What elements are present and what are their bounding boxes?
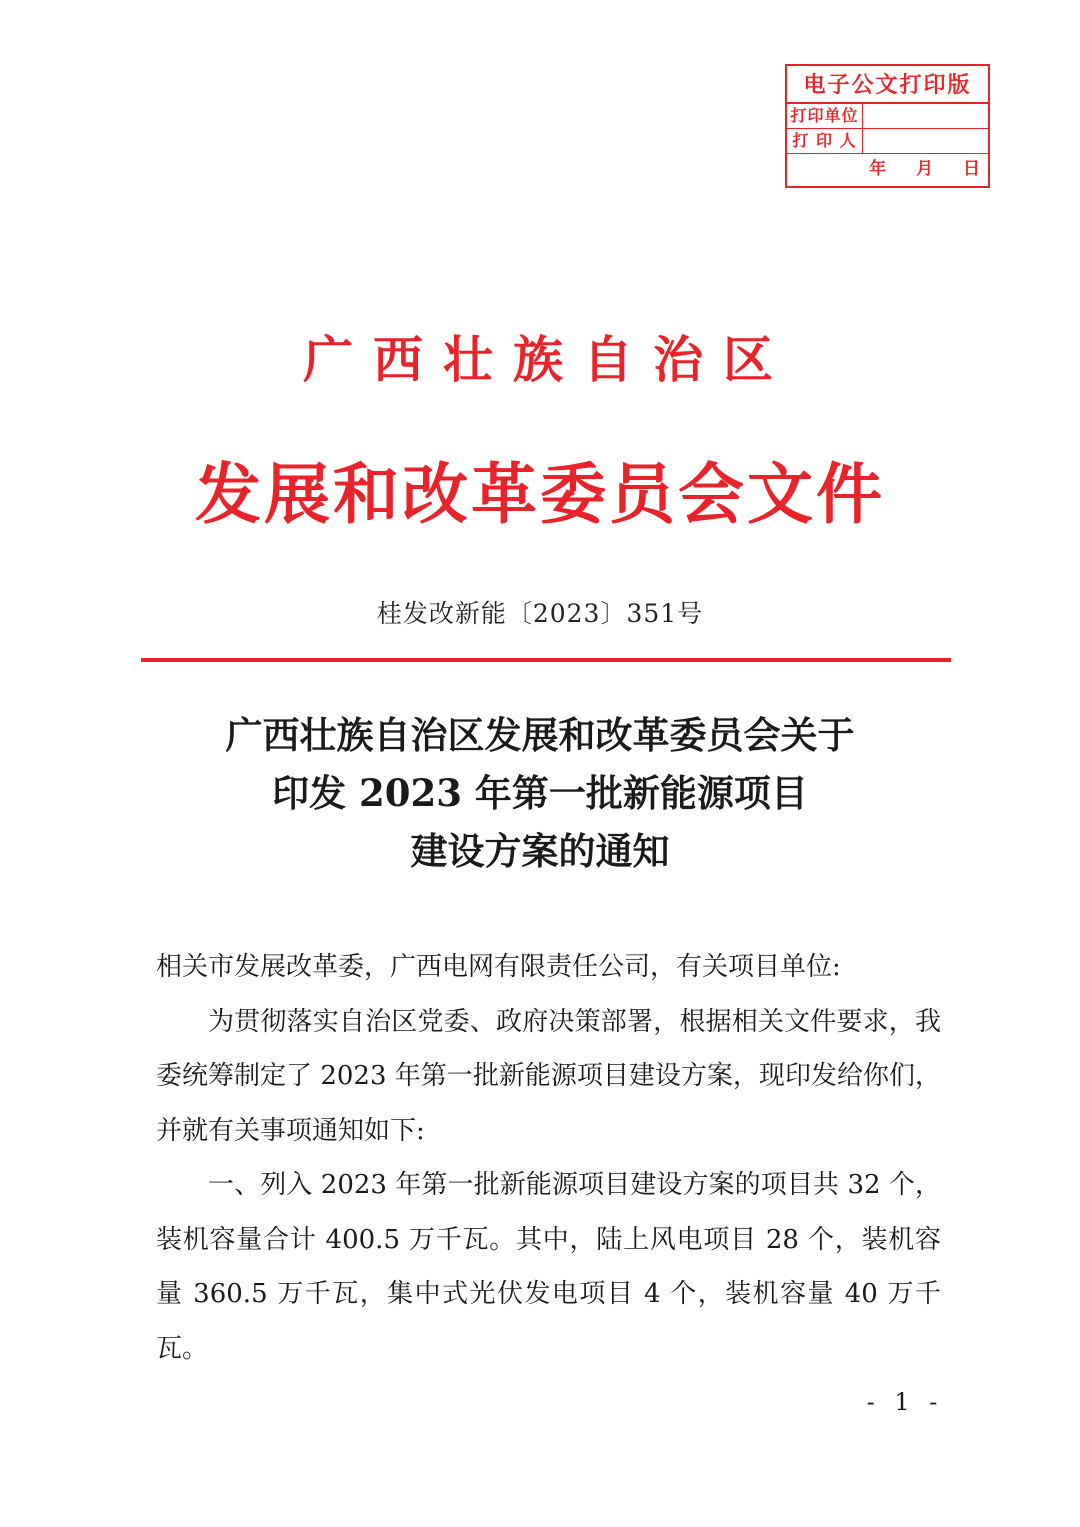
red-divider (141, 658, 951, 662)
document-body (156, 940, 941, 1376)
issuing-org-line1: 广西壮族自治区 (303, 330, 793, 389)
stamp-date: 年 月 日 (869, 159, 980, 179)
stamp-person-label: 打 印 人 (787, 129, 863, 153)
stamp-title: 电子公文打印版 (787, 66, 988, 104)
issuing-org-line2: 发展和改革委员会文件 (195, 455, 885, 533)
title-line-3: 建设方案的通知 (410, 829, 670, 873)
paragraph-item-1: 一、列入 2023 年第一批新能源项目建设方案的项目共 32 个，装机容量合计 400.5 万千瓦。其中，陆上风电项目 28 个，装机容量 360.5 万千瓦，集中式光伏发电项目 4 个，装机容量 40 万千瓦。 (156, 1170, 941, 1364)
title-line-2: 印发 2023 年第一批新能源项目 (272, 771, 808, 815)
title-line-1: 广西壮族自治区发展和改革委员会关于 (225, 713, 855, 757)
print-stamp (785, 64, 990, 188)
document-number: 桂发改新能〔2023〕351号 (376, 599, 704, 628)
stamp-row-unit (787, 104, 988, 129)
salutation: 相关市发展改革委，广西电网有限责任公司，有关项目单位: (156, 952, 841, 982)
stamp-unit-value (863, 104, 988, 128)
stamp-unit-label: 打印单位 (787, 104, 863, 128)
stamp-row-person (787, 129, 988, 154)
paragraph-intro: 为贯彻落实自治区党委、政府决策部署，根据相关文件要求，我委统筹制定了 2023 年第一批新能源项目建设方案，现印发给你们，并就有关事项通知如下: (156, 1006, 941, 1146)
stamp-person-value (863, 129, 988, 153)
document-title (0, 706, 1080, 880)
page-number: - 1 - (866, 1388, 944, 1416)
